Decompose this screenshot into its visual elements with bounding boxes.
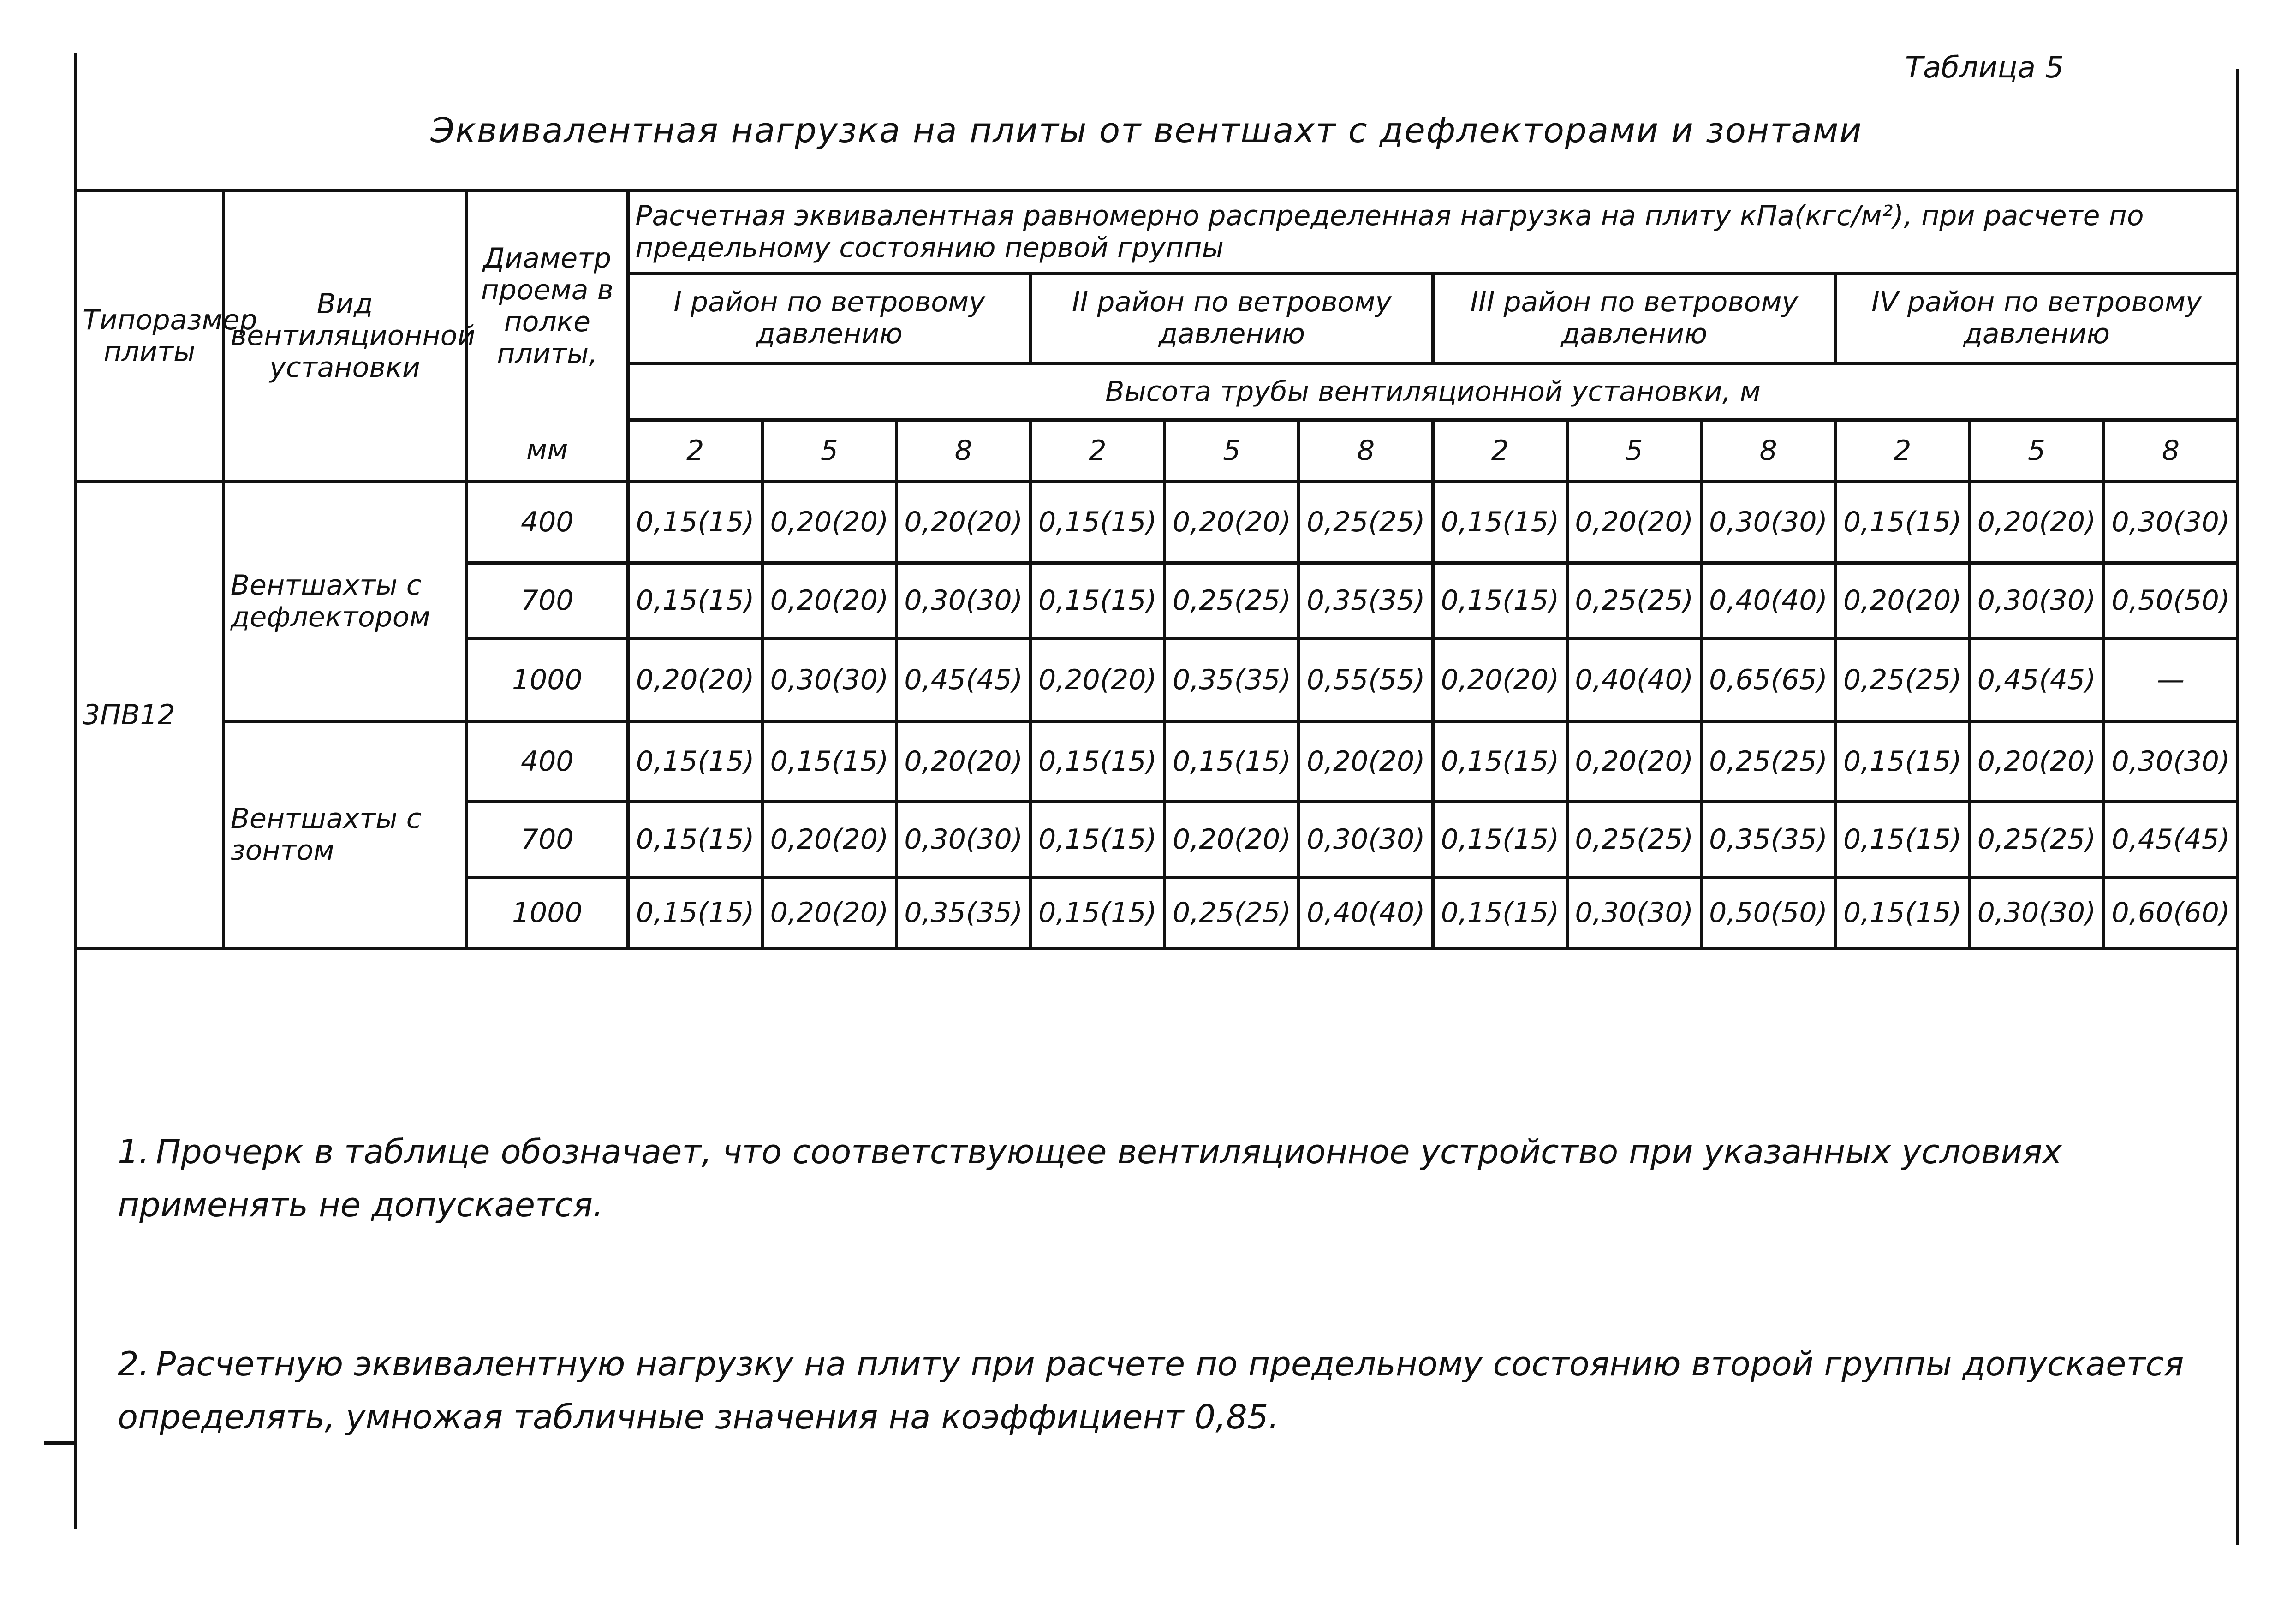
value-cell: 0,15(15) — [1030, 563, 1165, 639]
value-cell: 0,15(15) — [1030, 721, 1165, 802]
diameter-cell: 400 — [466, 721, 628, 802]
value-cell: 0,15(15) — [1030, 482, 1165, 563]
plate-type-cell: 3ПВ12 — [76, 482, 224, 948]
height-header-cell: 2 — [628, 420, 762, 482]
header-installation-type: Вид вентиляционной установки — [223, 191, 466, 482]
height-header-cell: 5 — [1567, 420, 1701, 482]
value-cell: 0,35(35) — [1299, 563, 1433, 639]
value-cell: 0,20(20) — [1970, 482, 2104, 563]
value-cell: 0,45(45) — [896, 639, 1030, 721]
header-region-4: IV район по ветровому давлению — [1835, 274, 2238, 363]
value-cell: 0,30(30) — [896, 563, 1030, 639]
value-cell: 0,25(25) — [1567, 802, 1701, 878]
value-cell: 0,20(20) — [762, 878, 897, 949]
note-2 — [118, 1338, 2193, 1444]
header-pipe-height: Высота трубы вентиляционной установки, м — [628, 363, 2238, 420]
value-cell: 0,45(45) — [2104, 802, 2238, 878]
installation-type-cell: Вентшахты с зонтом — [223, 721, 466, 948]
value-cell: 0,15(15) — [1433, 802, 1567, 878]
value-cell: 0,25(25) — [1701, 721, 1835, 802]
diameter-cell: 700 — [466, 563, 628, 639]
value-cell: 0,15(15) — [1835, 802, 1970, 878]
note-number: 2. — [118, 1344, 149, 1383]
value-cell: 0,20(20) — [1165, 482, 1299, 563]
value-cell: 0,25(25) — [1165, 563, 1299, 639]
value-cell: 0,20(20) — [762, 802, 897, 878]
note-1 — [118, 1125, 2193, 1231]
table-row — [76, 482, 2238, 563]
height-header-cell: 8 — [896, 420, 1030, 482]
diameter-cell: 700 — [466, 802, 628, 878]
installation-type-cell: Вентшахты с дефлектором — [223, 482, 466, 721]
value-cell: 0,20(20) — [1970, 721, 2104, 802]
value-cell: 0,30(30) — [1567, 878, 1701, 949]
value-cell: — — [2104, 639, 2238, 721]
value-cell: 0,15(15) — [1433, 721, 1567, 802]
value-cell: 0,60(60) — [2104, 878, 2238, 949]
table-row — [76, 721, 2238, 802]
value-cell: 0,50(50) — [1701, 878, 1835, 949]
value-cell: 0,30(30) — [896, 802, 1030, 878]
value-cell: 0,20(20) — [762, 563, 897, 639]
note-number: 1. — [118, 1132, 149, 1171]
height-header-cell: 8 — [1299, 420, 1433, 482]
note-text: Прочерк в таблице обозначает, что соответствующее вентиляционное устройство при указанных условиях применять не допускается. — [118, 1132, 2062, 1224]
value-cell: 0,25(25) — [1165, 878, 1299, 949]
value-cell: 0,65(65) — [1701, 639, 1835, 721]
value-cell: 0,20(20) — [1299, 721, 1433, 802]
note-text: Расчетную эквивалентную нагрузку на плиту при расчете по предельному состоянию второй группы допускается определять, умножая табличные значения на коэффициент 0,85. — [118, 1344, 2184, 1436]
value-cell: 0,15(15) — [628, 802, 762, 878]
header-region-2: II район по ветровому давлению — [1030, 274, 1433, 363]
value-cell: 0,35(35) — [1701, 802, 1835, 878]
value-cell: 0,50(50) — [2104, 563, 2238, 639]
value-cell: 0,15(15) — [1835, 721, 1970, 802]
value-cell: 0,25(25) — [1299, 482, 1433, 563]
value-cell: 0,15(15) — [1433, 878, 1567, 949]
value-cell: 0,20(20) — [628, 639, 762, 721]
header-load: Расчетная эквивалентная равномерно распределенная нагрузка на плиту кПа(кгс/м²), при расчете по предельному состоянию первой группы — [628, 191, 2238, 274]
value-cell: 0,30(30) — [2104, 721, 2238, 802]
value-cell: 0,30(30) — [1970, 878, 2104, 949]
value-cell: 0,35(35) — [896, 878, 1030, 949]
value-cell: 0,40(40) — [1299, 878, 1433, 949]
header-diameter: Диаметр проема в полке плиты, — [466, 191, 628, 420]
value-cell: 0,25(25) — [1567, 563, 1701, 639]
diameter-cell: 400 — [466, 482, 628, 563]
value-cell: 0,15(15) — [1030, 878, 1165, 949]
value-cell: 0,20(20) — [1567, 721, 1701, 802]
value-cell: 0,15(15) — [1165, 721, 1299, 802]
height-header-cell: 5 — [762, 420, 897, 482]
value-cell: 0,30(30) — [1299, 802, 1433, 878]
height-header-cell: 2 — [1433, 420, 1567, 482]
height-header-cell: 5 — [1165, 420, 1299, 482]
value-cell: 0,15(15) — [1030, 802, 1165, 878]
value-cell: 0,15(15) — [628, 878, 762, 949]
value-cell: 0,55(55) — [1299, 639, 1433, 721]
value-cell: 0,15(15) — [1835, 878, 1970, 949]
value-cell: 0,30(30) — [762, 639, 897, 721]
height-header-cell: 5 — [1970, 420, 2104, 482]
value-cell: 0,20(20) — [896, 482, 1030, 563]
header-region-1: I район по ветровому давлению — [628, 274, 1030, 363]
value-cell: 0,20(20) — [762, 482, 897, 563]
height-header-cell: 2 — [1835, 420, 1970, 482]
value-cell: 0,15(15) — [1433, 563, 1567, 639]
height-header-cell: 2 — [1030, 420, 1165, 482]
value-cell: 0,15(15) — [628, 563, 762, 639]
value-cell: 0,30(30) — [1970, 563, 2104, 639]
value-cell: 0,15(15) — [628, 721, 762, 802]
table-title: Эквивалентная нагрузка на плиты от вентшахт с дефлекторами и зонтами — [430, 111, 1863, 150]
value-cell: 0,25(25) — [1970, 802, 2104, 878]
value-cell: 0,15(15) — [762, 721, 897, 802]
header-region-3: III район по ветровому давлению — [1433, 274, 1835, 363]
value-cell: 0,20(20) — [896, 721, 1030, 802]
value-cell: 0,15(15) — [1433, 482, 1567, 563]
height-header-cell: 8 — [1701, 420, 1835, 482]
value-cell: 0,25(25) — [1835, 639, 1970, 721]
value-cell: 0,20(20) — [1835, 563, 1970, 639]
value-cell: 0,20(20) — [1567, 482, 1701, 563]
value-cell: 0,30(30) — [1701, 482, 1835, 563]
load-table — [74, 189, 2239, 950]
value-cell: 0,40(40) — [1567, 639, 1701, 721]
value-cell: 0,30(30) — [2104, 482, 2238, 563]
header-diameter-unit: мм — [466, 420, 628, 482]
value-cell: 0,15(15) — [628, 482, 762, 563]
height-header-cell: 8 — [2104, 420, 2238, 482]
value-cell: 0,20(20) — [1165, 802, 1299, 878]
value-cell: 0,20(20) — [1433, 639, 1567, 721]
margin-tick — [44, 1441, 76, 1445]
value-cell: 0,20(20) — [1030, 639, 1165, 721]
diameter-cell: 1000 — [466, 878, 628, 949]
value-cell: 0,35(35) — [1165, 639, 1299, 721]
value-cell: 0,45(45) — [1970, 639, 2104, 721]
header-plate-type: Типоразмер плиты — [76, 191, 224, 482]
diameter-cell: 1000 — [466, 639, 628, 721]
value-cell: 0,15(15) — [1835, 482, 1970, 563]
table-number: Таблица 5 — [1905, 51, 2064, 85]
value-cell: 0,40(40) — [1701, 563, 1835, 639]
